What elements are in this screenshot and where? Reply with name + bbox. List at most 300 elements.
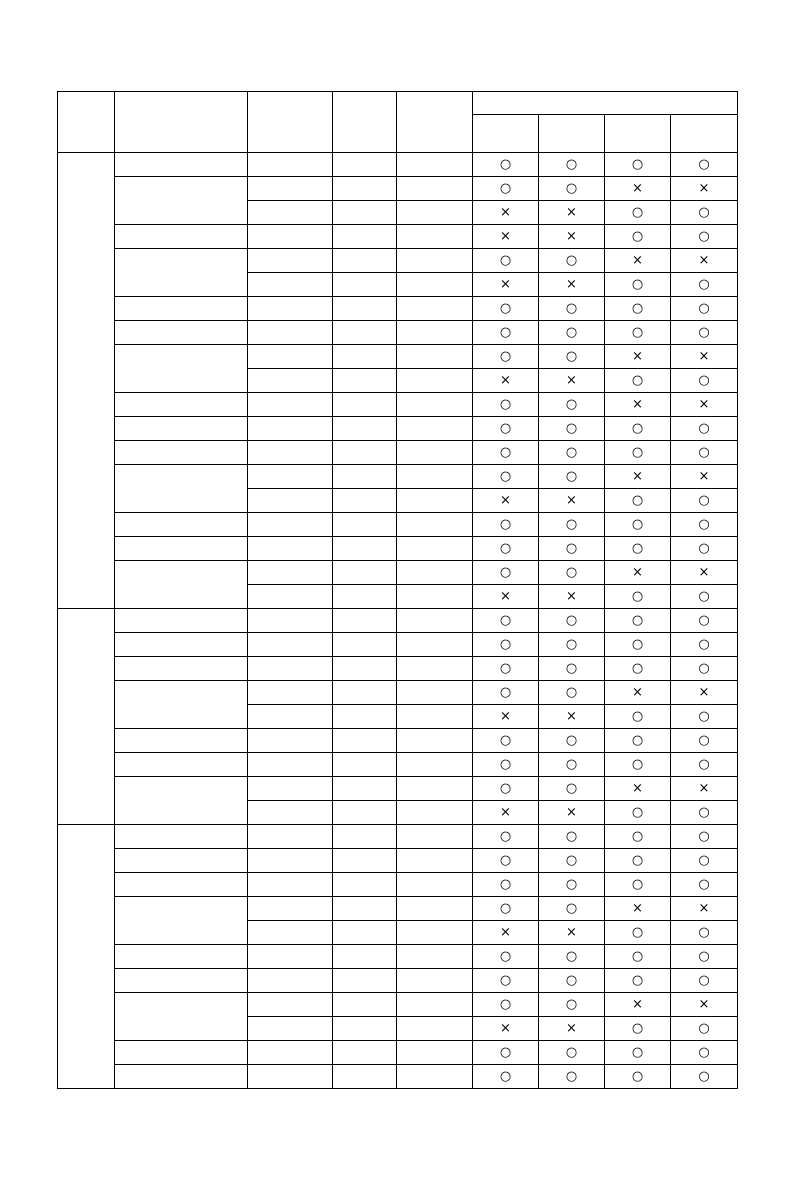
cross-mark: × [632, 685, 643, 700]
mark-cell [539, 273, 605, 297]
mark-cell [473, 489, 539, 513]
table-row [58, 729, 738, 753]
mark-cell [605, 489, 671, 513]
circle-mark: ○ [631, 949, 644, 964]
blank-cell [333, 777, 397, 801]
blank-cell [248, 753, 333, 777]
blank-cell [397, 585, 473, 609]
mark-cell [539, 777, 605, 801]
mark-cell [605, 225, 671, 249]
mark-cell [473, 729, 539, 753]
circle-mark: ○ [698, 829, 710, 844]
blank-cell [248, 177, 333, 201]
cross-mark: × [698, 181, 710, 196]
table-row [58, 153, 738, 177]
header-mark-col-1 [473, 115, 539, 153]
circle-mark: ○ [565, 733, 578, 748]
blank-cell [333, 201, 397, 225]
mark-cell [473, 273, 539, 297]
blank-cell [397, 417, 473, 441]
mark-cell [671, 1065, 738, 1089]
table-row [58, 657, 738, 681]
item-label [115, 969, 248, 993]
mark-cell [539, 801, 605, 825]
mark-cell [539, 201, 605, 225]
circle-mark: ○ [565, 181, 578, 196]
item-label [115, 993, 248, 1041]
circle-mark: ○ [565, 877, 578, 892]
mark-cell [671, 657, 738, 681]
blank-cell [397, 969, 473, 993]
item-label [115, 537, 248, 561]
header-mark-col-3 [605, 115, 671, 153]
mark-cell [473, 321, 539, 345]
circle-mark: ○ [499, 637, 512, 652]
blank-cell [397, 441, 473, 465]
mark-cell [473, 417, 539, 441]
blank-cell [333, 825, 397, 849]
blank-cell [397, 681, 473, 705]
blank-cell [333, 513, 397, 537]
table-header [58, 92, 738, 153]
item-label [115, 249, 248, 297]
mark-cell [539, 873, 605, 897]
mark-cell [605, 753, 671, 777]
mark-cell [671, 801, 738, 825]
mark-cell [473, 1017, 539, 1041]
mark-cell [473, 849, 539, 873]
blank-cell [248, 489, 333, 513]
header-col-3 [248, 92, 333, 153]
blank-cell [248, 321, 333, 345]
table-row [58, 945, 738, 969]
mark-cell [473, 633, 539, 657]
item-label [115, 849, 248, 873]
header-section [58, 92, 115, 153]
header-mark-col-4 [671, 115, 738, 153]
item-label [115, 321, 248, 345]
mark-cell [473, 177, 539, 201]
blank-cell [333, 585, 397, 609]
mark-cell [539, 441, 605, 465]
blank-cell [397, 513, 473, 537]
mark-cell [539, 393, 605, 417]
circle-mark: ○ [698, 973, 710, 988]
mark-cell [539, 585, 605, 609]
circle-mark: ○ [565, 253, 578, 268]
circle-mark: ○ [499, 349, 512, 364]
circle-mark: ○ [631, 277, 644, 292]
mark-cell [671, 681, 738, 705]
blank-cell [248, 273, 333, 297]
circle-mark: ○ [499, 253, 512, 268]
mark-cell [671, 633, 738, 657]
table-row [58, 225, 738, 249]
compatibility-matrix-table [57, 91, 738, 1089]
blank-cell [397, 801, 473, 825]
mark-cell [539, 513, 605, 537]
mark-cell [605, 969, 671, 993]
cross-mark: × [500, 1021, 511, 1036]
cross-mark: × [632, 469, 643, 484]
circle-mark: ○ [499, 1045, 512, 1060]
circle-mark: ○ [499, 901, 512, 916]
table-row [58, 177, 738, 201]
blank-cell [248, 1017, 333, 1041]
mark-cell [605, 513, 671, 537]
blank-cell [333, 369, 397, 393]
cross-mark: × [698, 469, 710, 484]
circle-mark: ○ [499, 325, 512, 340]
blank-cell [333, 249, 397, 273]
table-row [58, 825, 738, 849]
mark-cell [473, 561, 539, 585]
mark-cell [605, 321, 671, 345]
section-label [58, 825, 115, 1089]
cross-mark: × [500, 589, 511, 604]
table-row [58, 249, 738, 273]
circle-mark: ○ [631, 925, 644, 940]
circle-mark: ○ [698, 949, 710, 964]
cross-mark: × [632, 901, 643, 916]
blank-cell [397, 369, 473, 393]
circle-mark: ○ [631, 445, 644, 460]
mark-cell [539, 897, 605, 921]
mark-cell [473, 225, 539, 249]
blank-cell [333, 417, 397, 441]
blank-cell [248, 513, 333, 537]
blank-cell [397, 297, 473, 321]
blank-cell [333, 441, 397, 465]
blank-cell [333, 945, 397, 969]
blank-cell [333, 153, 397, 177]
mark-cell [473, 801, 539, 825]
mark-cell [671, 873, 738, 897]
mark-cell [605, 849, 671, 873]
circle-mark: ○ [499, 421, 512, 436]
table-row [58, 897, 738, 921]
item-label [115, 681, 248, 729]
circle-mark: ○ [631, 757, 644, 772]
cross-mark: × [566, 205, 577, 220]
circle-mark: ○ [499, 685, 512, 700]
mark-cell [605, 1041, 671, 1065]
mark-cell [671, 393, 738, 417]
blank-cell [333, 609, 397, 633]
mark-cell [473, 945, 539, 969]
circle-mark: ○ [565, 1045, 578, 1060]
mark-cell [473, 609, 539, 633]
circle-mark: ○ [631, 805, 644, 820]
circle-mark: ○ [631, 829, 644, 844]
blank-cell [333, 849, 397, 873]
mark-cell [671, 537, 738, 561]
mark-cell [539, 561, 605, 585]
circle-mark: ○ [499, 829, 512, 844]
mark-cell [473, 513, 539, 537]
circle-mark: ○ [698, 589, 710, 604]
table-row [58, 417, 738, 441]
circle-mark: ○ [631, 973, 644, 988]
circle-mark: ○ [565, 973, 578, 988]
blank-cell [397, 705, 473, 729]
mark-cell [605, 729, 671, 753]
blank-cell [397, 201, 473, 225]
blank-cell [333, 921, 397, 945]
item-label [115, 441, 248, 465]
blank-cell [397, 321, 473, 345]
blank-cell [248, 561, 333, 585]
circle-mark: ○ [631, 517, 644, 532]
blank-cell [248, 345, 333, 369]
circle-mark: ○ [698, 733, 710, 748]
blank-cell [397, 225, 473, 249]
mark-cell [473, 201, 539, 225]
circle-mark: ○ [565, 397, 578, 412]
table-row [58, 513, 738, 537]
item-label [115, 513, 248, 537]
blank-cell [333, 297, 397, 321]
blank-cell [333, 633, 397, 657]
mark-cell [605, 585, 671, 609]
circle-mark: ○ [698, 541, 710, 556]
circle-mark: ○ [565, 949, 578, 964]
circle-mark: ○ [565, 565, 578, 580]
blank-cell [333, 969, 397, 993]
circle-mark: ○ [698, 709, 710, 724]
cross-mark: × [632, 181, 643, 196]
blank-cell [397, 1017, 473, 1041]
cross-mark: × [566, 229, 577, 244]
mark-cell [539, 825, 605, 849]
circle-mark: ○ [698, 205, 710, 220]
blank-cell [333, 729, 397, 753]
mark-cell [539, 1065, 605, 1089]
table-row [58, 345, 738, 369]
mark-cell [473, 345, 539, 369]
circle-mark: ○ [499, 949, 512, 964]
circle-mark: ○ [499, 157, 512, 172]
mark-cell [539, 753, 605, 777]
mark-cell [671, 273, 738, 297]
blank-cell [248, 417, 333, 441]
blank-cell [248, 249, 333, 273]
cross-mark: × [632, 349, 643, 364]
mark-cell [605, 921, 671, 945]
table-row [58, 969, 738, 993]
circle-mark: ○ [698, 157, 710, 172]
blank-cell [397, 1041, 473, 1065]
circle-mark: ○ [565, 421, 578, 436]
mark-cell [473, 249, 539, 273]
item-label [115, 897, 248, 945]
circle-mark: ○ [499, 517, 512, 532]
circle-mark: ○ [698, 637, 710, 652]
mark-cell [605, 1065, 671, 1089]
blank-cell [397, 825, 473, 849]
blank-cell [248, 801, 333, 825]
mark-cell [671, 1041, 738, 1065]
cross-mark: × [698, 997, 710, 1012]
circle-mark: ○ [565, 541, 578, 556]
circle-mark: ○ [499, 1069, 512, 1084]
mark-cell [539, 345, 605, 369]
table-row [58, 633, 738, 657]
circle-mark: ○ [499, 733, 512, 748]
circle-mark: ○ [631, 541, 644, 556]
mark-cell [671, 345, 738, 369]
circle-mark: ○ [698, 493, 710, 508]
circle-mark: ○ [565, 781, 578, 796]
header-mark-group [473, 92, 738, 115]
circle-mark: ○ [698, 805, 710, 820]
cross-mark: × [500, 925, 511, 940]
mark-cell [473, 873, 539, 897]
blank-cell [333, 393, 397, 417]
mark-cell [671, 849, 738, 873]
blank-cell [397, 657, 473, 681]
mark-cell [473, 705, 539, 729]
mark-cell [605, 297, 671, 321]
circle-mark: ○ [631, 229, 644, 244]
mark-cell [473, 921, 539, 945]
mark-cell [671, 321, 738, 345]
blank-cell [333, 993, 397, 1017]
circle-mark: ○ [698, 1021, 710, 1036]
circle-mark: ○ [565, 757, 578, 772]
blank-cell [397, 345, 473, 369]
mark-cell [605, 633, 671, 657]
blank-cell [248, 729, 333, 753]
cross-mark: × [566, 373, 577, 388]
mark-cell [473, 993, 539, 1017]
blank-cell [333, 1017, 397, 1041]
circle-mark: ○ [499, 661, 512, 676]
mark-cell [671, 225, 738, 249]
mark-cell [605, 153, 671, 177]
mark-cell [605, 873, 671, 897]
circle-mark: ○ [698, 613, 710, 628]
blank-cell [397, 993, 473, 1017]
mark-cell [605, 417, 671, 441]
mark-cell [605, 609, 671, 633]
circle-mark: ○ [499, 973, 512, 988]
cross-mark: × [632, 781, 643, 796]
table-row [58, 873, 738, 897]
table-row [58, 297, 738, 321]
circle-mark: ○ [698, 373, 710, 388]
item-label [115, 825, 248, 849]
mark-cell [473, 897, 539, 921]
table-row [58, 1041, 738, 1065]
mark-cell [605, 657, 671, 681]
item-label [115, 465, 248, 513]
mark-cell [605, 465, 671, 489]
mark-cell [671, 897, 738, 921]
blank-cell [333, 273, 397, 297]
mark-cell [605, 681, 671, 705]
circle-mark: ○ [499, 397, 512, 412]
item-label [115, 729, 248, 753]
mark-cell [539, 537, 605, 561]
circle-mark: ○ [698, 757, 710, 772]
circle-mark: ○ [698, 853, 710, 868]
circle-mark: ○ [499, 613, 512, 628]
blank-cell [397, 177, 473, 201]
blank-cell [397, 873, 473, 897]
mark-cell [539, 489, 605, 513]
item-label [115, 345, 248, 393]
circle-mark: ○ [698, 1069, 710, 1084]
mark-cell [605, 825, 671, 849]
blank-cell [397, 489, 473, 513]
blank-cell [397, 849, 473, 873]
circle-mark: ○ [631, 637, 644, 652]
section-label [58, 609, 115, 825]
circle-mark: ○ [698, 301, 710, 316]
item-label [115, 225, 248, 249]
circle-mark: ○ [631, 493, 644, 508]
mark-cell [671, 753, 738, 777]
table-row [58, 465, 738, 489]
circle-mark: ○ [698, 877, 710, 892]
circle-mark: ○ [698, 229, 710, 244]
mark-cell [671, 825, 738, 849]
cross-mark: × [500, 493, 511, 508]
mark-cell [539, 681, 605, 705]
mark-cell [605, 1017, 671, 1041]
blank-cell [248, 1041, 333, 1065]
cross-mark: × [566, 709, 577, 724]
circle-mark: ○ [499, 781, 512, 796]
circle-mark: ○ [565, 157, 578, 172]
mark-cell [539, 729, 605, 753]
circle-mark: ○ [631, 661, 644, 676]
cross-mark: × [698, 685, 710, 700]
mark-cell [473, 369, 539, 393]
mark-cell [539, 1041, 605, 1065]
table-row [58, 1065, 738, 1089]
cross-mark: × [632, 397, 643, 412]
item-label [115, 657, 248, 681]
blank-cell [397, 729, 473, 753]
mark-cell [473, 537, 539, 561]
blank-cell [397, 153, 473, 177]
circle-mark: ○ [631, 1045, 644, 1060]
circle-mark: ○ [631, 589, 644, 604]
table-row [58, 681, 738, 705]
circle-mark: ○ [698, 325, 710, 340]
cross-mark: × [566, 277, 577, 292]
blank-cell [397, 465, 473, 489]
blank-cell [397, 777, 473, 801]
blank-cell [248, 825, 333, 849]
mark-cell [671, 369, 738, 393]
mark-cell [671, 249, 738, 273]
blank-cell [397, 633, 473, 657]
blank-cell [397, 897, 473, 921]
mark-cell [473, 1041, 539, 1065]
mark-cell [605, 705, 671, 729]
circle-mark: ○ [698, 661, 710, 676]
circle-mark: ○ [631, 205, 644, 220]
mark-cell [605, 345, 671, 369]
blank-cell [248, 777, 333, 801]
blank-cell [248, 225, 333, 249]
item-label [115, 609, 248, 633]
blank-cell [248, 585, 333, 609]
blank-cell [248, 945, 333, 969]
